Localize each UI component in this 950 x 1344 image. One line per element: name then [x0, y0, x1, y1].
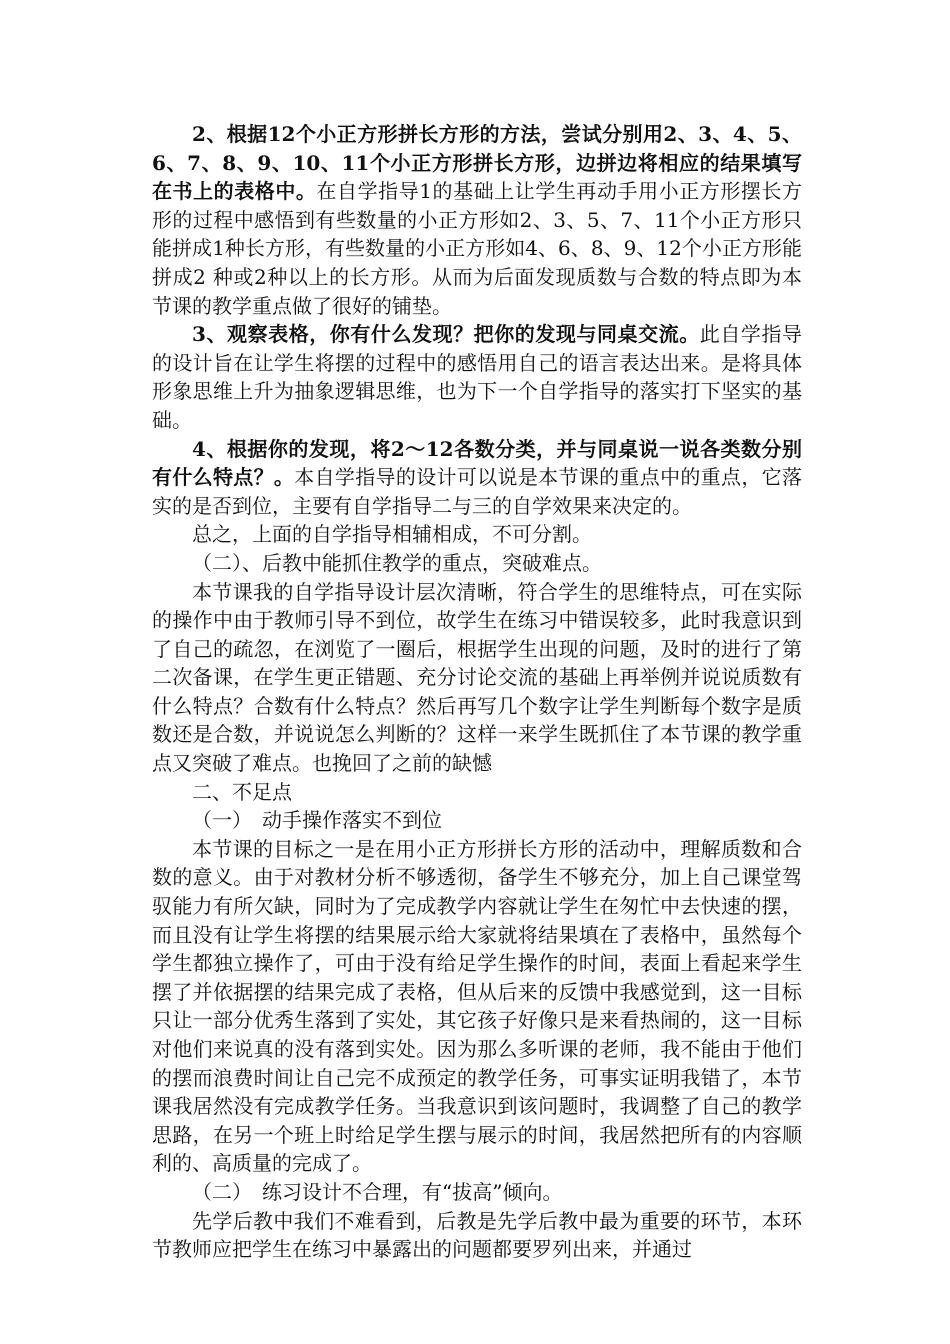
paragraph-guide-4 [152, 435, 802, 521]
paragraph-guide-3 [152, 320, 802, 434]
paragraph-guide-2 [152, 120, 802, 320]
subheading-1: （一） 动手操作落实不到位 [192, 808, 442, 833]
guide-2-text: 在自学指导1的基础上让学生再动手用小正方形摆长方形的过程中感悟到有些数量的小正方形如2、3、5、7、11个小正方形只能拼成1种长方形，有些数量的小正方形如4、6、8、9、12个小正方形能拼成2 种或2种以上的长方形。从而为后面发现质数与合数的特点即为本节课的教学重点做了很好的铺垫。 [152, 179, 803, 318]
paragraph-exercise: 先学后教中我们不难看到，后教是先学后教中最为重要的环节，本环节教师应把学生在练习中暴露出的问题都要罗列出来，并通过 [152, 1208, 802, 1262]
section-heading-2: （二）、后教中能抓住教学的重点，突破难点。 [192, 550, 602, 575]
paragraph-teaching: 本节课我的自学指导设计层次清晰，符合学生的思维特点，可在实际的操作中由于教师引导不到位，故学生在练习中错误较多，此时我意识到了自己的疏忽，在浏览了一圈后，根据学生出现的问题，及时的进行了第二次备课，在学生更正错题、充分讨论交流的基础上再举例并说说质数有什么特点？合数有什么特点？然后再写几个数字让学生判断每个数字是质数还是合数，并说说怎么判断的？这样一来学生既抓住了本节课的教学重点又突破了难点。也挽回了之前的缺憾 [152, 579, 802, 776]
subheading-2: （二） 练习设计不合理，有“拔高”倾向。 [192, 1179, 563, 1204]
guide-3-text: 此自学指导的设计旨在让学生将摆的过程中的感悟用自己的语言表达出来。是将具体形象思维上升为抽象逻辑思维，也为下一个自学指导的落实打下坚实的基础。 [152, 322, 802, 432]
guide-2-heading: 2、根据12个小正方形拼长方形的方法，尝试分别用2、3、4、5、6、7、8、9、10、11个小正方形拼长方形，边拼边将相应的结果填写在书上的表格中。 [152, 122, 802, 204]
guide-4-heading: 4、根据你的发现，将2～12各数分类，并与同桌说一说各类数分别有什么特点？。 [152, 436, 802, 490]
paragraph-operation: 本节课的目标之一是在用小正方形拼长方形的活动中，理解质数和合数的意义。由于对教材分析不够透彻，备学生不够充分，加上自己课堂驾驭能力有所欠缺，同时为了完成教学内容就让学生在匆忙中去快速的摆，而且没有让学生将摆的结果展示给大家就将结果填在了表格中，虽然每个学生都独立操作了，可由于没有给足学生操作的时间，表面上看起来学生摆了并依据摆的结果完成了表格，但从后来的反馈中我感觉到，这一目标只让一部分优秀生落到了实处，其它孩子好像只是来看热闹的，这一目标对他们来说真的没有落到实处。因为那么多听课的老师，我不能由于他们的摆而浪费时间让自己完不成预定的教学任务，可事实证明我错了，本节课我居然没有完成教学任务。当我意识到该问题时，我调整了自己的教学思路，在另一个班上时给足学生摆与展示的时间，我居然把所有的内容顺利的、高质量的完成了。 [152, 836, 802, 1176]
document-body [152, 120, 802, 1264]
guide-4-text: 本自学指导的设计可以说是本节课的重点中的重点，它落实的是否到位，主要有自学指导二与三的自学效果来决定的。 [152, 465, 803, 518]
section-heading-shortcomings: 二、不足点 [192, 779, 292, 804]
paragraph-summary: 总之，上面的自学指导相辅相成，不可分割。 [192, 522, 592, 547]
guide-3-heading: 3、观察表格，你有什么发现？把你的发现与同桌交流。 [192, 322, 700, 347]
